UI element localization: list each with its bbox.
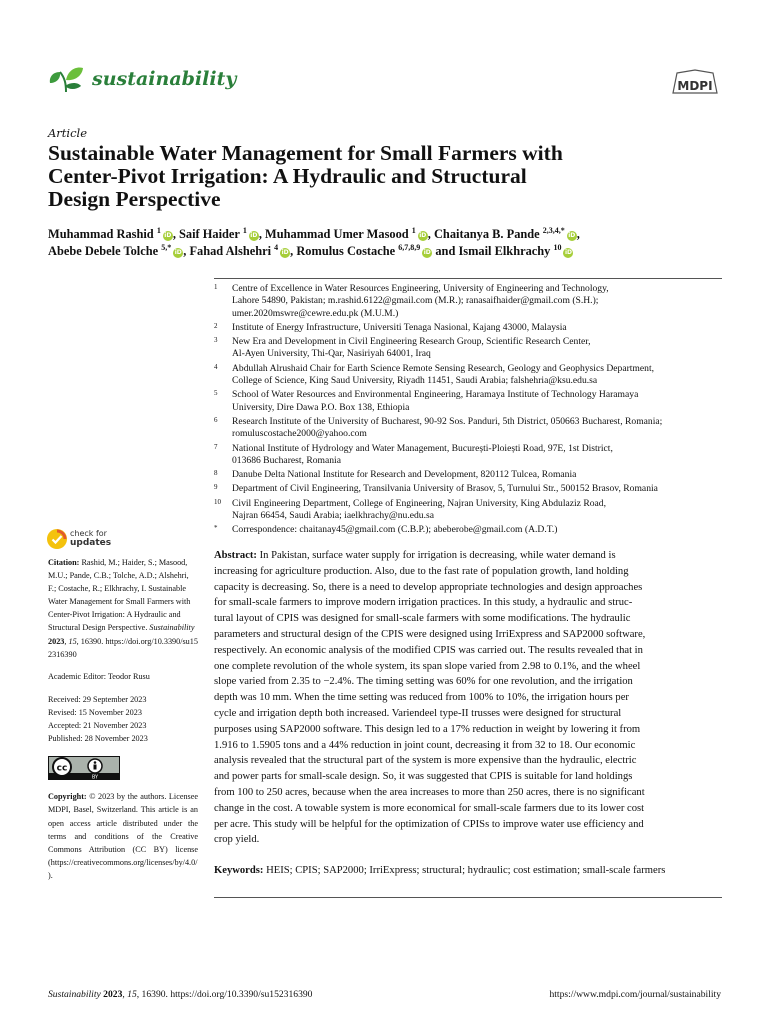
orcid-icon[interactable]: iD	[423, 249, 431, 257]
abstract-line	[214, 706, 722, 722]
affiliation-item	[214, 416, 724, 441]
abstract-line	[214, 564, 722, 580]
affiliation-line: New Era and Development in Civil Engineering Research Group, Scientific Research Center,	[232, 336, 591, 348]
abstract	[214, 548, 722, 848]
abstract-line-text: capacity is decreasing. So, there is a need to develop appropriate technologies and design approaches	[214, 581, 643, 593]
academic-editor: Academic Editor: Teodor Rusu	[48, 671, 150, 681]
author-affiliation-sup: 5,*	[161, 243, 172, 252]
affiliation-number: *	[214, 524, 218, 533]
abstract-line-text: depth was 10 mm. When the time setting was reduced from 100% to 10%, the irrigation hours per	[214, 692, 629, 704]
author-affiliation-sup: 2,3,4,*	[542, 226, 565, 235]
affiliation-line: University, Dire Dawa P.O. Box 138, Ethiopia	[232, 401, 410, 413]
copyright-notice	[48, 790, 198, 882]
footer-year: 2023	[103, 989, 123, 1000]
affiliation-line: College of Science, King Saud University, Riyadh 11451, Saudi Arabia; falshehria@ksu.edu.sa	[232, 375, 598, 387]
affiliation-number: 4	[214, 362, 218, 371]
affiliation-item	[214, 498, 724, 523]
abstract-line	[214, 769, 722, 785]
citation-text: Rashid, M.; Haider, S.; Masood, M.U.; Pande, C.B.; Tolche, A.D.; Alshehri, F.; Costache, R.; Elkhrachy, I. Sustainable Water Management for Small Farmers with Center-Pivot Irrigation: A Hydraulic and Structural Design Perspective.	[48, 558, 191, 633]
author-name[interactable]: Romulus Costache	[296, 244, 396, 259]
abstract-line-text: increasing for agriculture production. Also, due to the fast rate of population growth, land holding	[214, 565, 629, 577]
journal-name: sustainability	[92, 68, 237, 90]
affiliation-item	[214, 389, 724, 414]
footer-journal-url[interactable]: https://www.mdpi.com/journal/sustainability	[549, 989, 721, 1000]
abstract-line	[214, 674, 722, 690]
abstract-line-text: for small-scale farmers to improve modern irrigation practices. In this study, a hydraulic and struc-	[214, 597, 633, 609]
check-updates-text: check for	[70, 529, 107, 538]
abstract-body	[214, 548, 722, 848]
check-updates-text-bold: updates	[70, 538, 112, 548]
affiliation-number: 7	[214, 442, 218, 451]
article-type: Article	[48, 126, 88, 140]
citation-pages: , 16390.	[76, 636, 104, 646]
affiliation-number: 6	[214, 415, 218, 424]
affiliation-number: 8	[214, 469, 218, 478]
paper-title	[48, 142, 688, 211]
affiliation-line: Correspondence: chaitanay45@gmail.com (C.B.P.); abeberobe@gmail.com (A.D.T.)	[232, 524, 558, 536]
abstract-line	[214, 738, 722, 754]
affiliation-number: 2	[214, 321, 218, 330]
abstract-line-text: parameters and structural design of the CPIS were designed using IrriExpress and SAP2000 software,	[214, 628, 646, 640]
orcid-icon[interactable]: iD	[568, 232, 576, 240]
author-name[interactable]: Muhammad Umer Masood	[265, 227, 409, 242]
abstract-line	[214, 548, 722, 564]
abstract-line	[214, 722, 722, 738]
affiliation-line: Danube Delta National Institute for Research and Development, 820112 Tulcea, Romania	[232, 469, 577, 481]
author-affiliation-sup: 6,7,8,9	[398, 243, 421, 252]
abstract-line	[214, 627, 722, 643]
citation-volume: 15	[68, 636, 77, 646]
abstract-line	[214, 643, 722, 659]
abstract-line-text: 1.916 to 1.5905 tons and a 44% reduction in joint count, decreasing it from 32 to 18. Our economic	[214, 739, 636, 751]
title-line: Sustainable Water Management for Small Farmers with	[48, 141, 563, 165]
affiliation-line: Centre of Excellence in Water Resources Engineering, University of Engineering and Technology,	[232, 283, 609, 294]
abstract-line	[214, 753, 722, 769]
abstract-line-text: from 100 to 250 acres, because when the area increases to more than 250 acres, there is no significant	[214, 786, 645, 798]
affiliation-item	[214, 524, 724, 536]
author-name[interactable]: Ismail Elkhrachy	[458, 244, 551, 259]
affiliation-number: 1	[214, 283, 218, 291]
citation: Citation: Rashid, M.; Haider, S.; Masood, M.U.; Pande, C.B.; Tolche, A.D.; Alshehri, F.; Costache, R.; Elkhrachy, I. Sustainable Water Management for Small Farmers with Center-Pivot Irrigation: A Hydraulic and Structural Design Perspective. Sustainability 2023, 15, 16390. https://doi.org/10.3390/su152316390	[48, 558, 198, 659]
keywords-text: HEIS; CPIS; SAP2000; IrriExpress; structural; hydraulic; cost estimation; small-scale farmers	[266, 865, 666, 876]
affiliation-line: Al-Ayen University, Thi-Qar, Nasiriyah 64001, Iraq	[232, 348, 431, 360]
author-name[interactable]: Muhammad Rashid	[48, 227, 154, 242]
date-received: Received: 29 September 2023	[48, 694, 147, 704]
check-for-updates-badge[interactable]	[46, 528, 116, 550]
abstract-line-text: slope varied from 2.35 to −2.4%. The timing setting was 60% for one revolution, and the irrigation	[214, 676, 633, 688]
footer-citation: Sustainability 2023, 15, 16390. https://doi.org/10.3390/su152316390	[48, 989, 313, 1000]
cc-by-license-icon[interactable]	[48, 756, 120, 780]
author-affiliation-sup: 1	[411, 226, 416, 235]
affiliation-number: 9	[214, 483, 218, 492]
abstract-line-text: one complete revolution of the whole system, its span slope varied from 2.98 to 0.1%, and the wheel	[214, 660, 641, 672]
citation-year: 2023	[48, 636, 65, 646]
keywords-bottom-rule	[214, 897, 722, 898]
citation-journal: Sustainability	[149, 623, 195, 633]
copyright-text: © 2023 by the authors. Licensee MDPI, Basel, Switzerland. This article is an open access article distributed under the terms and conditions of the Creative Commons Attribution (CC BY) license (https://creativecommons.org/licenses/by/4.0/).	[48, 792, 199, 880]
affiliations-top-rule	[214, 278, 722, 279]
mdpi-logo	[669, 69, 721, 97]
keywords-label: Keywords:	[214, 865, 264, 876]
cc-by-text: BY	[91, 774, 99, 781]
abstract-line-text: tural layout of CPIS was designed for small-scale farmers with some modifications. The hydraulic	[214, 613, 631, 625]
sidebar	[48, 556, 198, 882]
affiliation-number: 5	[214, 389, 218, 398]
affiliation-line: Research Institute of the University of Bucharest, 90-92 Sos. Panduri, 5th District, 050663 Bucharest, Romania;	[232, 415, 663, 427]
abstract-line-text: change in the cost. A towable system is more economical for small-scale farmers due to its lower cost	[214, 802, 645, 814]
author-list-line-2: Abebe Debele Tolche $^{5,*}$iD, Fahad Alshehri $^4$iD, Romulus Costache $^{6,7,8,9}$iD and Ismail Elkhrachy $^{10}$iD	[48, 243, 572, 259]
date-published: Published: 28 November 2023	[48, 734, 148, 744]
date-revised: Revised: 15 November 2023	[48, 707, 142, 717]
abstract-line-text: analysis revealed that the structural part of the system is more expensive than the hydraulic, electric	[214, 755, 637, 767]
affiliation-item	[214, 283, 724, 320]
abstract-line	[214, 580, 722, 596]
author-affiliation-sup: 4	[274, 243, 279, 252]
affiliation-line: romuluscostache2000@yahoo.com	[232, 428, 367, 440]
abstract-line-text: purposes using SAP2000 software. This design led to a 17% reduction in weight by lowering it from	[214, 723, 641, 735]
footer-doi[interactable]: , 16390. https://doi.org/10.3390/su152316390	[136, 989, 313, 1000]
orcid-icon[interactable]: iD	[164, 232, 172, 240]
abstract-line	[214, 785, 722, 801]
affiliation-line: Institute of Energy Infrastructure, Universiti Tenaga Nasional, Kajang 43000, Malaysia	[232, 321, 567, 333]
citation-doi-link[interactable]: https://doi.org/10.3390/su152316390	[48, 636, 198, 659]
title-line: Design Perspective	[48, 187, 221, 211]
abstract-line-text: crop yield.	[214, 834, 260, 846]
author-list-line-1: Muhammad Rashid $^1$iD, Saif Haider $^1$iD, Muhammad Umer Masood $^1$iD, Chaitanya B. Pande $^{2,3,4,*}$iD,	[48, 226, 580, 242]
abstract-line-text: In Pakistan, surface water supply for irrigation is decreasing, while water demand is	[259, 550, 616, 561]
abstract-line-text: respectively. An economic analysis of the modified CPIS was carried out. The results revealed that in	[214, 644, 643, 656]
affiliation-number: 10	[214, 497, 221, 506]
abstract-line	[214, 801, 722, 817]
affiliation-item	[214, 336, 724, 361]
affiliation-line: National Institute of Hydrology and Water Management, București-Ploiești Road, 97E, 1st District,	[232, 442, 613, 454]
author-affiliation-sup: 1	[156, 226, 161, 235]
affiliations	[214, 283, 724, 539]
author-name[interactable]: Fahad Alshehri	[189, 244, 272, 259]
abstract-line	[214, 659, 722, 675]
author-name[interactable]: Saif Haider	[179, 227, 240, 242]
abstract-label: Abstract:	[214, 550, 257, 561]
title-line: Center-Pivot Irrigation: A Hydraulic and Structural	[48, 164, 527, 188]
abstract-line	[214, 817, 722, 833]
footer-volume: 15	[127, 989, 137, 1000]
affiliation-number: 3	[214, 336, 218, 345]
orcid-icon[interactable]: iD	[174, 249, 182, 257]
footer-journal: Sustainability	[48, 989, 101, 1000]
affiliation-line: School of Water Resources and Environmental Engineering, Haramaya Institute of Technology Haramaya	[232, 389, 639, 401]
svg-text:cc: cc	[56, 763, 68, 774]
abstract-line	[214, 690, 722, 706]
affiliation-item	[214, 322, 724, 334]
affiliation-item	[214, 443, 724, 468]
orcid-icon[interactable]: iD	[250, 232, 258, 240]
affiliation-line: Abdullah Alrushaid Chair for Earth Science Remote Sensing Research, Geology and Geophysics Department,	[232, 362, 655, 374]
affiliation-line: Department of Civil Engineering, Transilvania University of Brasov, 5, Turnului Str., 500152 Brasov, Romania	[232, 483, 658, 495]
affiliation-item	[214, 469, 724, 481]
keywords	[214, 865, 665, 876]
orcid-icon[interactable]: iD	[281, 249, 289, 257]
abstract-line	[214, 832, 722, 848]
abstract-line-text: per acre. This study will be helpful for the optimization of CPISs to improve water use efficiency and	[214, 818, 644, 830]
affiliation-item	[214, 483, 724, 495]
check-updates-icon	[46, 528, 68, 550]
author-affiliation-sup: 10	[553, 243, 562, 252]
abstract-line-text: cycle and irrigation depth both increased. Variendeel type-II trusses were designed for structural	[214, 707, 622, 719]
author-affiliation-sup: 1	[242, 226, 247, 235]
citation-label: Citation:	[48, 558, 80, 567]
author-name[interactable]: Abebe Debele Tolche	[48, 244, 159, 259]
orcid-icon[interactable]: iD	[419, 232, 427, 240]
affiliation-item	[214, 363, 724, 388]
mdpi-logo-text: MDPI	[677, 79, 713, 93]
abstract-line	[214, 595, 722, 611]
publication-dates	[48, 693, 198, 745]
abstract-line	[214, 611, 722, 627]
orcid-icon[interactable]: iD	[564, 249, 572, 257]
journal-leaf-logo	[48, 64, 84, 94]
author-name[interactable]: Chaitanya B. Pande	[433, 227, 540, 242]
affiliation-line: Lahore 54890, Pakistan; m.rashid.6122@gmail.com (M.R.); ranasaifhaider@gmail.com (S.H.);	[232, 295, 599, 307]
affiliation-line: umer.2020mswre@cewre.edu.pk (M.U.M.)	[232, 307, 399, 319]
affiliation-line: Najran 66454, Saudi Arabia; iaelkhrachy@nu.edu.sa	[232, 510, 434, 522]
affiliation-line: 013686 Bucharest, Romania	[232, 454, 341, 466]
copyright-label: Copyright:	[48, 792, 87, 802]
date-accepted: Accepted: 21 November 2023	[48, 721, 147, 731]
abstract-line-text: and power parts for small-scale design. So, it was suggested that CPIS is suitable for land holdings	[214, 771, 633, 783]
affiliation-line: Civil Engineering Department, College of Engineering, Najran University, King Abdulaziz Road,	[232, 497, 606, 509]
